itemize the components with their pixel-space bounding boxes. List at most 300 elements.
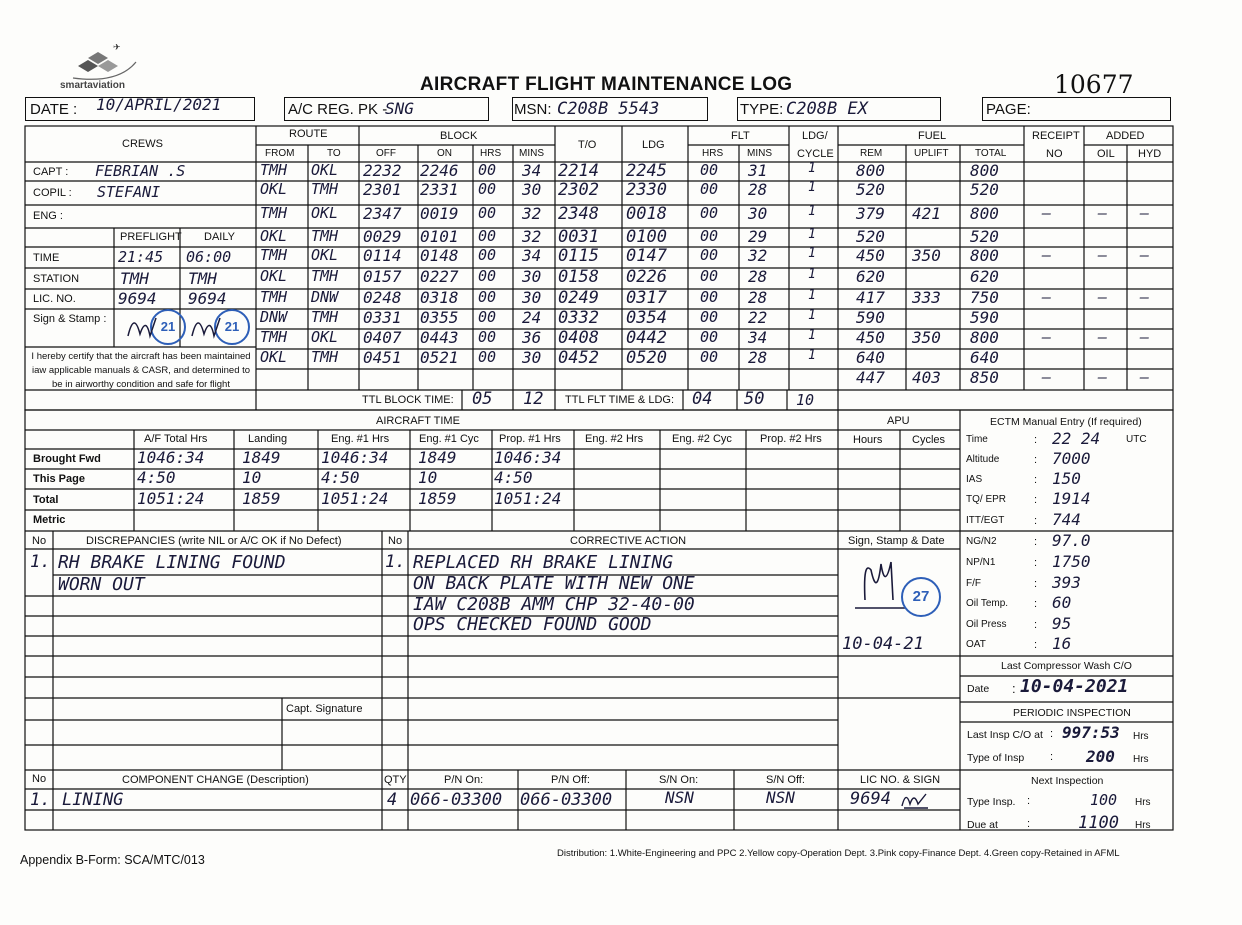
aircraft-time-thispage-cell[interactable]: 10 [242, 468, 262, 487]
ectm-itt-label: ITT/EGT [966, 515, 1005, 526]
flight-on-cell[interactable]: 0443 [420, 328, 459, 347]
aircraft-time-total-cell[interactable]: 1051:24 [494, 489, 562, 508]
fuel-total-cell[interactable]: 520 [970, 227, 999, 246]
corr-line-4[interactable]: OPS CHECKED FOUND GOOD [413, 614, 652, 635]
fuel-hyd-cell[interactable]: – [1140, 328, 1150, 346]
fuel-total-cell[interactable]: 800 [970, 161, 999, 180]
ectm-alt-value[interactable]: 7000 [1052, 449, 1091, 468]
type-value[interactable]: C208B EX [786, 99, 868, 119]
flight-ldg-cell[interactable]: 0226 [626, 267, 667, 287]
ectm-ff-value[interactable]: 393 [1052, 573, 1081, 592]
aircraft-time-col-heading: Eng. #2 Cyc [672, 433, 732, 445]
flight-mins-cell[interactable]: 30 [522, 180, 542, 199]
flight-on-cell[interactable]: 2331 [420, 180, 459, 199]
fuel-uplift-cell[interactable]: 350 [912, 328, 941, 347]
flight-to-cell[interactable]: OKL [311, 328, 339, 346]
flight-mins-cell[interactable]: 32 [522, 204, 542, 223]
date-value[interactable]: 10/APRIL/2021 [96, 95, 222, 114]
uplift-heading: UPLIFT [914, 148, 949, 159]
wash-date-label: Date [967, 683, 990, 695]
ttl-flt-hours[interactable]: 04 [692, 389, 713, 409]
aircraft-time-brought-cell[interactable]: 1046:34 [321, 448, 389, 467]
preflight-lic[interactable]: 9694 [118, 289, 157, 308]
fuel-total-cell[interactable]: 800 [970, 246, 999, 265]
flight-off-cell[interactable]: 2232 [363, 161, 402, 180]
disc-item-no[interactable]: 1. [30, 552, 51, 572]
preflight-station[interactable]: TMH [120, 269, 149, 288]
flight-cyc-cell[interactable]: 1 [808, 204, 816, 219]
comp-desc[interactable]: LINING [62, 790, 124, 810]
pn-on-heading: P/N On: [444, 774, 484, 786]
next-type-hrs: Hrs [1135, 797, 1151, 808]
comp-no-heading: No [32, 773, 47, 785]
fuel-rem-cell[interactable]: 520 [856, 180, 885, 199]
comp-sn-off[interactable]: NSN [766, 788, 795, 807]
flight-fm-cell[interactable]: 28 [748, 348, 768, 367]
flight-to-cell[interactable]: DNW [311, 288, 339, 306]
fuel-oil-cell[interactable]: – [1098, 288, 1108, 306]
ectm-np-value[interactable]: 1750 [1052, 552, 1091, 571]
aircraft-time-brought-cell[interactable]: 1849 [242, 448, 281, 467]
daily-station[interactable]: TMH [188, 269, 217, 288]
fuel-rem-cell[interactable]: 450 [856, 246, 885, 265]
added-heading: ADDED [1106, 130, 1145, 142]
aircraft-time-col-heading: Eng. #1 Cyc [419, 433, 479, 445]
flight-from-cell[interactable]: TMH [260, 161, 288, 179]
corr-heading: CORRECTIVE ACTION [570, 535, 687, 547]
aircraft-time-total-cell[interactable]: 1051:24 [137, 489, 205, 508]
flight-mins-cell[interactable]: 32 [522, 227, 542, 246]
daily-lic[interactable]: 9694 [188, 289, 227, 308]
date-label: DATE : [30, 101, 78, 118]
corr-line-1[interactable]: REPLACED RH BRAKE LINING [413, 552, 674, 573]
capt-name[interactable]: FEBRIAN .S [95, 162, 186, 180]
fuel-hyd-cell[interactable]: – [1140, 368, 1150, 386]
flight-to_t-cell[interactable]: 2348 [558, 204, 599, 224]
flight-to_t-cell[interactable]: 0249 [558, 288, 599, 308]
fuel-total-cell[interactable]: 620 [970, 267, 999, 286]
fuel-rem-cell[interactable]: 379 [856, 204, 885, 223]
station-label: STATION [33, 273, 80, 285]
sign-stamp-label: Sign & Stamp : [33, 313, 107, 325]
oil-heading: OIL [1097, 148, 1115, 160]
comp-lic[interactable]: 9694 [850, 789, 891, 809]
flight-off-cell[interactable]: 0407 [363, 328, 402, 347]
fuel-total-cell[interactable]: 850 [970, 368, 999, 387]
ectm-colon: : [1034, 454, 1038, 466]
flight-fm-cell[interactable]: 29 [748, 227, 768, 246]
aircraft-time-thispage-cell[interactable]: 4:50 [321, 468, 360, 487]
flight-cyc-cell[interactable]: 1 [808, 227, 816, 242]
fuel-uplift-cell[interactable]: 403 [912, 368, 941, 387]
fuel-total-cell[interactable]: 590 [970, 308, 999, 327]
disc-line-1[interactable]: RH BRAKE LINING FOUND [58, 552, 286, 573]
page-label: PAGE: [986, 101, 1031, 118]
flight-from-cell[interactable]: DNW [260, 308, 288, 326]
fuel-oil-cell[interactable]: – [1098, 204, 1108, 222]
flight-from-cell[interactable]: TMH [260, 246, 288, 264]
flight-hrs-cell[interactable]: 00 [478, 204, 497, 222]
ttl-block-hours[interactable]: 05 [472, 389, 493, 409]
ectm-colon: : [1034, 515, 1038, 527]
fuel-receipt-cell[interactable]: – [1042, 246, 1052, 264]
flight-cyc-cell[interactable]: 1 [808, 328, 816, 343]
comp-sn-on[interactable]: NSN [665, 788, 694, 807]
fuel-receipt-cell[interactable]: – [1042, 288, 1052, 306]
fuel-receipt-cell[interactable]: – [1042, 328, 1052, 346]
fuel-heading: FUEL [918, 130, 947, 142]
ectm-time-unit: UTC [1126, 434, 1147, 445]
ectm-colon: : [1034, 536, 1038, 548]
receipt-no-heading: NO [1046, 148, 1063, 160]
ectm-time-label: Time [966, 434, 988, 445]
fuel-oil-cell[interactable]: – [1098, 368, 1108, 386]
flight-hrs-cell[interactable]: 00 [478, 308, 497, 326]
flight-mins-cell[interactable]: 36 [522, 328, 542, 347]
sign-date[interactable]: 10-04-21 [842, 634, 924, 654]
capt-label: CAPT : [33, 166, 69, 178]
flight-cyc-cell[interactable]: 1 [808, 288, 816, 303]
flight-fh-cell[interactable]: 00 [700, 267, 719, 285]
corr-line-2[interactable]: ON BACK PLATE WITH NEW ONE [413, 573, 695, 594]
fuel-total-cell[interactable]: 800 [970, 204, 999, 223]
corr-item-no[interactable]: 1. [385, 552, 406, 572]
flight-fm-cell[interactable]: 28 [748, 180, 768, 199]
hrs-heading: HRS [480, 148, 502, 159]
flight-from-cell[interactable]: OKL [260, 267, 288, 285]
ttl-flt-mins[interactable]: 50 [744, 389, 765, 409]
ectm-ng-label: NG/N2 [966, 536, 997, 547]
flight-to-cell[interactable]: OKL [311, 246, 339, 264]
ldg-cycle-heading-2: CYCLE [797, 148, 834, 160]
fuel-rem-cell[interactable]: 520 [856, 227, 885, 246]
flight-off-cell[interactable]: 0029 [363, 227, 402, 246]
fuel-receipt-cell[interactable]: – [1042, 368, 1052, 386]
ectm-oilp-value[interactable]: 95 [1052, 614, 1072, 633]
fuel-total-cell[interactable]: 640 [970, 348, 999, 367]
flight-on-cell[interactable]: 2246 [420, 161, 459, 180]
flight-to-cell[interactable]: TMH [311, 267, 339, 285]
fuel-hyd-cell[interactable]: – [1140, 288, 1150, 306]
flight-off-cell[interactable]: 0114 [363, 246, 402, 265]
flight-ldg-cell[interactable]: 2330 [626, 180, 667, 200]
daily-stamp: 21 [214, 309, 250, 345]
flight-mins-cell[interactable]: 24 [522, 308, 542, 327]
ttl-block-mins[interactable]: 12 [523, 389, 544, 409]
aircraft-time-total-cell[interactable]: 1859 [242, 489, 281, 508]
daily-time[interactable]: 06:00 [186, 248, 232, 266]
aircraft-time-total-cell[interactable]: 1051:24 [321, 489, 389, 508]
flight-to-cell[interactable]: TMH [311, 348, 339, 366]
flight-ldg-cell[interactable]: 0018 [626, 204, 667, 224]
flight-fm-cell[interactable]: 28 [748, 288, 768, 307]
on-heading: ON [437, 148, 452, 159]
flight-fh-cell[interactable]: 00 [700, 227, 719, 245]
flight-to-cell[interactable]: TMH [311, 308, 339, 326]
aircraft-time-brought-cell[interactable]: 1046:34 [137, 448, 205, 467]
flight-hrs-cell[interactable]: 00 [478, 288, 497, 306]
ectm-tq-value[interactable]: 1914 [1052, 489, 1091, 508]
corr-no-heading: No [388, 535, 403, 547]
type-label: TYPE: [740, 101, 784, 118]
flight-from-cell[interactable]: OKL [260, 180, 288, 198]
ttl-landings[interactable]: 10 [796, 391, 815, 409]
flight-to_t-cell[interactable]: 0115 [558, 246, 599, 266]
fuel-receipt-cell[interactable]: – [1042, 204, 1052, 222]
flight-on-cell[interactable]: 0101 [420, 227, 459, 246]
flight-to_t-cell[interactable]: 0332 [558, 308, 599, 328]
comp-qty[interactable]: 4 [387, 790, 398, 810]
comp-pn-on[interactable]: 066-03300 [410, 790, 503, 810]
flight-hrs-cell[interactable]: 00 [478, 246, 497, 264]
flight-fh-cell[interactable]: 00 [700, 180, 719, 198]
flight-to-cell[interactable]: TMH [311, 227, 339, 245]
lic-sign-heading: LIC NO. & SIGN [860, 774, 941, 786]
preflight-stamp: 21 [150, 309, 186, 345]
appendix-label: Appendix B-Form: SCA/MTC/013 [20, 853, 205, 867]
flight-hrs-cell[interactable]: 00 [478, 161, 497, 179]
flight-ldg-cell[interactable]: 0442 [626, 328, 667, 348]
flight-to_t-cell[interactable]: 2214 [558, 161, 599, 181]
aircraft-time-brought-cell[interactable]: 1849 [418, 448, 457, 467]
qty-heading: QTY [384, 774, 407, 786]
flight-cyc-cell[interactable]: 1 [808, 180, 816, 195]
ectm-time-value[interactable]: 22 24 [1052, 429, 1101, 448]
fuel-rem-cell[interactable]: 640 [856, 348, 885, 367]
type-insp-value[interactable]: 200 [1086, 747, 1115, 766]
aircraft-time-total-cell[interactable]: 1859 [418, 489, 457, 508]
flight-on-cell[interactable]: 0227 [420, 267, 459, 286]
flight-mins-cell[interactable]: 30 [522, 267, 542, 286]
flight-cyc-cell[interactable]: 1 [808, 308, 816, 323]
ectm-colon: : [1034, 474, 1038, 486]
flight-on-cell[interactable]: 0521 [420, 348, 459, 367]
flight-off-cell[interactable]: 0248 [363, 288, 402, 307]
flight-off-cell[interactable]: 2347 [363, 204, 402, 223]
msn-label: MSN: [514, 101, 552, 118]
due-label: Due at [967, 819, 998, 831]
msn-value[interactable]: C208B 5543 [557, 99, 660, 119]
crews-heading: CREWS [122, 138, 163, 150]
flight-from-cell[interactable]: OKL [260, 227, 288, 245]
flight-to-cell[interactable]: TMH [311, 180, 339, 198]
receipt-heading: RECEIPT [1032, 130, 1080, 142]
flt-hrs-heading: HRS [702, 148, 724, 159]
ectm-np-label: NP/N1 [966, 557, 996, 568]
flight-ldg-cell[interactable]: 0520 [626, 348, 667, 368]
copil-name[interactable]: STEFANI [97, 183, 161, 201]
fuel-rem-cell[interactable]: 800 [856, 161, 885, 180]
ectm-colon: : [1034, 578, 1038, 590]
aircraft-time-col-heading: A/F Total Hrs [144, 433, 208, 445]
flight-hrs-cell[interactable]: 00 [478, 267, 497, 285]
flight-to_t-cell[interactable]: 2302 [558, 180, 599, 200]
flight-to-cell[interactable]: OKL [311, 204, 339, 222]
aircraft-time-row-label: Metric [33, 514, 66, 526]
pn-off-heading: P/N Off: [551, 774, 590, 786]
flight-mins-cell[interactable]: 30 [522, 288, 542, 307]
fuel-rem-cell[interactable]: 620 [856, 267, 885, 286]
flight-cyc-cell[interactable]: 1 [808, 246, 816, 261]
disc-heading: DISCREPANCIES (write NIL or A/C OK if No Defect) [86, 535, 342, 547]
last-insp-hrs: Hrs [1133, 731, 1149, 742]
fuel-rem-cell[interactable]: 590 [856, 308, 885, 327]
fuel-total-cell[interactable]: 750 [970, 288, 999, 307]
ectm-oilt-value[interactable]: 60 [1052, 593, 1072, 612]
flight-to_t-cell[interactable]: 0031 [558, 227, 599, 247]
aircraft-time-thispage-cell[interactable]: 10 [418, 468, 438, 487]
flight-fm-cell[interactable]: 22 [748, 308, 768, 327]
fuel-hyd-cell[interactable]: – [1140, 246, 1150, 264]
flight-on-cell[interactable]: 0318 [420, 288, 459, 307]
flight-fh-cell[interactable]: 00 [700, 308, 719, 326]
fuel-rem-cell[interactable]: 447 [856, 368, 885, 387]
preflight-time[interactable]: 21:45 [118, 248, 164, 266]
aircraft-time-brought-cell[interactable]: 1046:34 [494, 448, 562, 467]
flight-cyc-cell[interactable]: 1 [808, 348, 816, 363]
flight-ldg-cell[interactable]: 2245 [626, 161, 667, 181]
fuel-total-cell[interactable]: 520 [970, 180, 999, 199]
fuel-hyd-cell[interactable]: – [1140, 204, 1150, 222]
flight-off-cell[interactable]: 0451 [363, 348, 402, 367]
sn-off-heading: S/N Off: [766, 774, 805, 786]
fuel-uplift-cell[interactable]: 421 [912, 204, 941, 223]
ldg-cycle-heading-1: LDG/ [802, 130, 828, 142]
flight-from-cell[interactable]: TMH [260, 328, 288, 346]
due-hrs: Hrs [1135, 820, 1151, 831]
copil-label: COPIL : [33, 187, 72, 199]
flight-ldg-cell[interactable]: 0147 [626, 246, 667, 266]
ectm-tq-label: TQ/ EPR [966, 494, 1007, 505]
flight-on-cell[interactable]: 0355 [420, 308, 459, 327]
fuel-uplift-cell[interactable]: 350 [912, 246, 941, 265]
wash-heading: Last Compressor Wash C/O [1001, 660, 1132, 672]
flight-fm-cell[interactable]: 28 [748, 267, 768, 286]
flight-on-cell[interactable]: 0148 [420, 246, 459, 265]
flight-fm-cell[interactable]: 32 [748, 246, 768, 265]
ectm-colon: : [1034, 639, 1038, 651]
flight-ldg-cell[interactable]: 0100 [626, 227, 667, 247]
ectm-oat-value[interactable]: 16 [1052, 634, 1072, 653]
certify-statement: I hereby certify that the aircraft has been maintained iaw applicable manuals & CASR, and determined to be in airworthy condition and safe for flight [31, 351, 251, 390]
aircraft-time-col-heading: Landing [248, 433, 288, 445]
flight-ldg-cell[interactable]: 0354 [626, 308, 667, 328]
flight-to_t-cell[interactable]: 0408 [558, 328, 599, 348]
flight-fh-cell[interactable]: 00 [700, 204, 719, 222]
route-heading: ROUTE [289, 128, 328, 140]
flight-hrs-cell[interactable]: 00 [478, 328, 497, 346]
comp-item-no[interactable]: 1. [30, 790, 51, 810]
ectm-colon: : [1034, 434, 1038, 446]
flight-hrs-cell[interactable]: 00 [478, 227, 497, 245]
fuel-oil-cell[interactable]: – [1098, 246, 1108, 264]
periodic-heading: PERIODIC INSPECTION [1013, 707, 1131, 719]
flight-off-cell[interactable]: 0157 [363, 267, 402, 286]
fuel-rem-cell[interactable]: 450 [856, 328, 885, 347]
flt-mins-heading: MINS [747, 148, 772, 159]
flight-fm-cell[interactable]: 30 [748, 204, 768, 223]
flight-fh-cell[interactable]: 00 [700, 348, 719, 366]
flight-mins-cell[interactable]: 34 [522, 246, 542, 265]
flight-fh-cell[interactable]: 00 [700, 246, 719, 264]
flight-off-cell[interactable]: 2301 [363, 180, 402, 199]
ectm-ng-value[interactable]: 97.0 [1052, 531, 1091, 550]
flt-heading: FLT [731, 130, 750, 142]
disc-no-heading: No [32, 535, 47, 547]
aircraft-time-thispage-cell[interactable]: 4:50 [494, 468, 533, 487]
flight-hrs-cell[interactable]: 00 [478, 180, 497, 198]
mins-heading: MINS [519, 148, 544, 159]
fuel-uplift-cell[interactable]: 333 [912, 288, 941, 307]
flight-to_t-cell[interactable]: 0452 [558, 348, 599, 368]
ectm-itt-value[interactable]: 744 [1052, 510, 1081, 529]
flight-to_t-cell[interactable]: 0158 [558, 267, 599, 287]
reg-value[interactable]: SNG [385, 99, 414, 118]
ectm-ff-label: F/F [966, 578, 981, 589]
flight-fh-cell[interactable]: 00 [700, 161, 719, 179]
type-insp-colon: : [1050, 751, 1054, 763]
flight-fm-cell[interactable]: 31 [748, 161, 768, 180]
comp-pn-off[interactable]: 066-03300 [520, 790, 613, 810]
ldg-heading: LDG [642, 139, 665, 151]
flight-fm-cell[interactable]: 34 [748, 328, 768, 347]
apu-cycles-heading: Cycles [912, 434, 946, 446]
disc-line-2[interactable]: WORN OUT [58, 574, 145, 595]
flight-off-cell[interactable]: 0331 [363, 308, 402, 327]
ectm-ias-value[interactable]: 150 [1052, 469, 1081, 488]
aircraft-time-thispage-cell[interactable]: 4:50 [137, 468, 176, 487]
wash-date-colon: : [1012, 681, 1016, 696]
corr-line-3[interactable]: IAW C208B AMM CHP 32-40-00 [413, 594, 695, 615]
capt-signature-label: Capt. Signature [286, 703, 363, 715]
aircraft-time-heading: AIRCRAFT TIME [376, 415, 460, 427]
fuel-rem-cell[interactable]: 417 [856, 288, 885, 307]
eng-label: ENG : [33, 210, 63, 222]
next-type-value[interactable]: 100 [1090, 791, 1118, 809]
flight-cyc-cell[interactable]: 1 [808, 161, 816, 176]
sign-stamp-date-heading: Sign, Stamp & Date [848, 535, 945, 547]
flight-from-cell[interactable]: TMH [260, 204, 288, 222]
flight-from-cell[interactable]: TMH [260, 288, 288, 306]
flight-fh-cell[interactable]: 00 [700, 328, 719, 346]
flight-on-cell[interactable]: 0019 [420, 204, 459, 223]
hyd-heading: HYD [1138, 148, 1162, 160]
flight-mins-cell[interactable]: 30 [522, 348, 542, 367]
last-insp-colon: : [1050, 728, 1054, 740]
ectm-colon: : [1034, 619, 1038, 631]
fuel-total-cell[interactable]: 800 [970, 328, 999, 347]
daily-heading: DAILY [204, 231, 235, 243]
from-heading: FROM [265, 148, 295, 159]
fuel-oil-cell[interactable]: – [1098, 328, 1108, 346]
flight-from-cell[interactable]: OKL [260, 348, 288, 366]
wash-date-value[interactable]: 10-04-2021 [1020, 676, 1129, 697]
ttl-flt-label: TTL FLT TIME & LDG: [565, 394, 675, 406]
svg-text:✈: ✈ [113, 44, 121, 52]
due-value[interactable]: 1100 [1078, 813, 1119, 833]
flight-hrs-cell[interactable]: 00 [478, 348, 497, 366]
flight-mins-cell[interactable]: 34 [522, 161, 542, 180]
engineer-stamp: 27 [901, 577, 941, 617]
flight-cyc-cell[interactable]: 1 [808, 267, 816, 282]
flight-fh-cell[interactable]: 00 [700, 288, 719, 306]
sn-on-heading: S/N On: [659, 774, 699, 786]
flight-ldg-cell[interactable]: 0317 [626, 288, 667, 308]
type-insp-hrs: Hrs [1133, 754, 1149, 765]
aircraft-time-row-label: Brought Fwd [33, 453, 101, 465]
last-insp-value[interactable]: 997:53 [1062, 723, 1120, 742]
flight-to-cell[interactable]: OKL [311, 161, 339, 179]
